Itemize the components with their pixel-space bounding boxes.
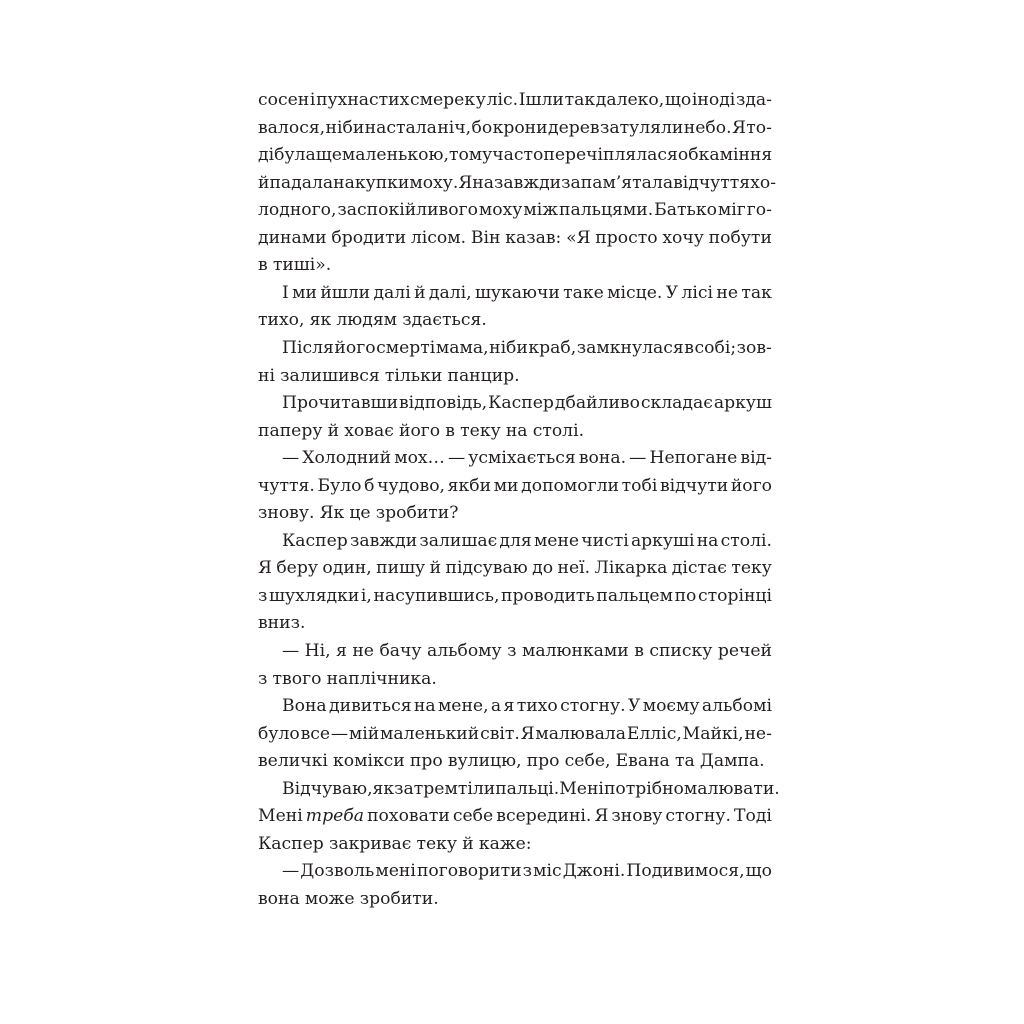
word: то- bbox=[746, 117, 772, 138]
word: Каспер bbox=[488, 393, 554, 414]
word: відчути bbox=[659, 475, 729, 496]
word: потрібно bbox=[603, 778, 684, 799]
word: смерті bbox=[376, 337, 436, 358]
word: панцир. bbox=[447, 365, 520, 386]
word: часто bbox=[492, 145, 544, 166]
word: затуляли bbox=[599, 117, 684, 138]
word: далі, bbox=[428, 282, 472, 303]
word: зда- bbox=[735, 90, 772, 110]
word: тільки bbox=[384, 365, 443, 386]
word: Мені bbox=[559, 778, 604, 799]
word: вона. bbox=[578, 448, 627, 469]
word: Ішли bbox=[518, 90, 564, 110]
word: Було bbox=[317, 475, 362, 496]
word: зробити. bbox=[359, 888, 439, 909]
word: ніч, bbox=[437, 117, 472, 138]
word: бо bbox=[471, 117, 493, 138]
word: так bbox=[564, 90, 596, 110]
word: ліс. bbox=[486, 90, 519, 110]
word: перечіплялася bbox=[543, 145, 678, 166]
word: Дозволь bbox=[300, 861, 375, 882]
word: з bbox=[522, 861, 533, 882]
word: що bbox=[745, 861, 772, 882]
word: хо- bbox=[750, 172, 777, 193]
text-line bbox=[258, 224, 772, 252]
word: це bbox=[349, 503, 371, 524]
word: і, bbox=[360, 585, 372, 606]
word: на bbox=[505, 420, 528, 441]
text-line bbox=[258, 334, 772, 362]
text-line bbox=[258, 499, 772, 527]
word: в bbox=[684, 337, 694, 358]
word: Майкі, bbox=[682, 723, 744, 744]
text-line bbox=[258, 637, 772, 665]
word: тобі bbox=[621, 475, 658, 496]
word: ді bbox=[258, 145, 275, 166]
word: теку bbox=[460, 420, 501, 441]
word: складає bbox=[640, 393, 713, 414]
word: хочу bbox=[662, 227, 704, 248]
word: каміння bbox=[698, 145, 773, 166]
word: його bbox=[730, 475, 772, 496]
word: тихо bbox=[516, 696, 558, 717]
word: залишає bbox=[419, 530, 498, 551]
word: — bbox=[282, 641, 300, 661]
word: пальці. bbox=[495, 778, 560, 799]
word: й bbox=[258, 172, 270, 193]
word: й bbox=[429, 558, 442, 579]
word: малюнками bbox=[521, 641, 629, 661]
word: Джоні. bbox=[562, 861, 626, 882]
word: настала bbox=[364, 117, 437, 138]
word: проводить bbox=[501, 585, 595, 606]
word: — bbox=[629, 448, 647, 469]
word: Я bbox=[594, 806, 609, 827]
word: Відчуваю, bbox=[282, 778, 373, 799]
text-line bbox=[258, 692, 772, 720]
word: між bbox=[523, 200, 559, 221]
word: пальцями. bbox=[559, 200, 654, 221]
word: твого bbox=[272, 668, 322, 689]
word: може bbox=[304, 888, 355, 909]
text-line bbox=[258, 86, 772, 114]
word: ніби bbox=[325, 117, 365, 138]
word: в bbox=[445, 420, 455, 441]
text-line bbox=[258, 830, 772, 858]
word: маленький bbox=[380, 723, 480, 744]
word: собі; bbox=[694, 337, 737, 358]
text-line bbox=[258, 747, 772, 775]
word: світ. bbox=[480, 723, 520, 744]
text-line bbox=[258, 444, 772, 472]
word: Каспер bbox=[258, 833, 324, 854]
word: не bbox=[716, 282, 738, 303]
word: чуття. bbox=[258, 475, 315, 496]
word: себе, bbox=[564, 751, 611, 772]
word: аркуш bbox=[713, 393, 772, 414]
word: людям bbox=[336, 310, 398, 331]
word: лісом. bbox=[410, 227, 467, 248]
word: далеко, bbox=[595, 90, 665, 110]
word: назавжди bbox=[472, 172, 562, 193]
word: зробити? bbox=[375, 503, 459, 524]
word: з bbox=[258, 585, 268, 606]
word: стогну. bbox=[560, 696, 626, 717]
word: відповідь, bbox=[399, 393, 488, 414]
word: зов- bbox=[736, 337, 772, 358]
text-line bbox=[258, 720, 772, 748]
word: динами bbox=[258, 227, 327, 248]
word: було bbox=[258, 723, 300, 744]
word: до bbox=[532, 558, 554, 579]
word: залишився bbox=[280, 365, 380, 386]
word: всередині. bbox=[496, 806, 592, 827]
word: знову bbox=[611, 806, 663, 827]
word: го- bbox=[746, 200, 772, 221]
word: Я bbox=[731, 117, 746, 138]
word: Я bbox=[520, 723, 535, 744]
text-line bbox=[258, 527, 772, 555]
word: не bbox=[352, 641, 374, 661]
text-line bbox=[258, 582, 772, 610]
word: У bbox=[627, 696, 641, 717]
word: малювала bbox=[535, 723, 626, 744]
word: дерев bbox=[547, 117, 600, 138]
word: Дампа. bbox=[699, 751, 765, 772]
word: підсуваю bbox=[445, 558, 528, 579]
word: сторінці bbox=[697, 585, 772, 606]
text-line bbox=[258, 775, 780, 803]
word: мене, bbox=[437, 696, 489, 717]
text-line bbox=[258, 857, 772, 885]
word: міг bbox=[717, 200, 746, 221]
word: й bbox=[414, 282, 426, 303]
word: один, bbox=[322, 558, 372, 579]
word: дбайливо bbox=[554, 393, 640, 414]
word: Ні, bbox=[304, 641, 331, 661]
word: на bbox=[413, 696, 436, 717]
word: падала bbox=[269, 172, 334, 193]
text-line bbox=[258, 885, 772, 913]
word: мій bbox=[348, 723, 380, 744]
word: Лікарка bbox=[594, 558, 668, 579]
text-line bbox=[258, 196, 772, 224]
word: бродити bbox=[331, 227, 407, 248]
word: якби bbox=[447, 475, 492, 496]
word: вниз. bbox=[258, 613, 306, 634]
word: «Я bbox=[566, 227, 591, 248]
word: — bbox=[282, 448, 300, 469]
word: Мені bbox=[258, 806, 303, 827]
text-line bbox=[258, 802, 772, 830]
text-line bbox=[258, 141, 772, 169]
word: поховати bbox=[367, 806, 450, 827]
word: аркуші bbox=[630, 530, 695, 551]
word: краб, bbox=[528, 337, 577, 358]
word: так bbox=[741, 282, 772, 303]
word: тиші». bbox=[272, 255, 332, 276]
word: моху. bbox=[409, 172, 459, 193]
word: валося, bbox=[258, 117, 326, 138]
word: як bbox=[309, 310, 332, 331]
text-line bbox=[258, 169, 777, 197]
word: завжди bbox=[350, 530, 418, 551]
word: небо. bbox=[683, 117, 732, 138]
word: моєму bbox=[642, 696, 700, 717]
text-line bbox=[258, 114, 772, 142]
word: Прочитавши bbox=[282, 393, 399, 414]
word: ще bbox=[315, 145, 342, 166]
word: — bbox=[330, 723, 349, 744]
word: як bbox=[372, 778, 395, 799]
word: мене bbox=[533, 530, 580, 551]
word: з bbox=[258, 668, 268, 689]
word: в bbox=[258, 255, 268, 276]
word: моху bbox=[478, 200, 523, 221]
word: лодного, bbox=[258, 200, 337, 221]
word: допомогли bbox=[521, 475, 619, 496]
word: малювати. bbox=[683, 778, 780, 799]
word: дивиться bbox=[329, 696, 412, 717]
word: я bbox=[503, 696, 515, 717]
text-line bbox=[258, 554, 772, 582]
word: таке bbox=[563, 282, 604, 303]
word: поговорити bbox=[416, 861, 522, 882]
word: крони bbox=[492, 117, 548, 138]
word: далі bbox=[373, 282, 411, 303]
word: мама, bbox=[435, 337, 489, 358]
word: стогну. bbox=[665, 806, 731, 827]
word: та bbox=[674, 751, 695, 772]
word: я bbox=[336, 641, 347, 661]
word: у bbox=[475, 90, 486, 110]
text-line bbox=[258, 389, 772, 417]
word: — bbox=[282, 861, 300, 882]
word: списку bbox=[649, 641, 713, 661]
word: Холодний bbox=[302, 448, 392, 469]
word: ні bbox=[258, 365, 275, 386]
word: ніби bbox=[489, 337, 528, 358]
word: маленькою, bbox=[341, 145, 449, 166]
word: була bbox=[274, 145, 316, 166]
word: і bbox=[309, 90, 316, 110]
word: заспокійливого bbox=[337, 200, 478, 221]
word: на bbox=[696, 530, 719, 551]
word: паперу bbox=[258, 420, 323, 441]
word: закриває bbox=[328, 833, 412, 854]
word: просто bbox=[595, 227, 658, 248]
word: каже: bbox=[478, 833, 532, 854]
word: здається. bbox=[402, 310, 487, 331]
word: тому bbox=[448, 145, 493, 166]
word: Батько bbox=[654, 200, 717, 221]
word: його bbox=[398, 420, 441, 441]
word: ми bbox=[292, 282, 317, 303]
word: міс bbox=[533, 861, 562, 882]
word: йшли bbox=[320, 282, 371, 303]
word: Як bbox=[319, 503, 345, 524]
word: не- bbox=[744, 723, 772, 744]
word: Він bbox=[470, 227, 501, 248]
word: тихо, bbox=[258, 310, 305, 331]
word: затремтіли bbox=[394, 778, 496, 799]
text-line bbox=[258, 362, 772, 390]
word: насупившись, bbox=[373, 585, 500, 606]
word: речей bbox=[717, 641, 772, 661]
word: в bbox=[634, 641, 644, 661]
word: Вона bbox=[282, 696, 327, 717]
word: неї. bbox=[557, 558, 591, 579]
word: пухнастих bbox=[316, 90, 410, 110]
word: Тоді bbox=[734, 806, 772, 827]
word: — bbox=[447, 448, 466, 469]
text-line bbox=[258, 279, 772, 307]
text-line bbox=[258, 609, 772, 637]
word: від- bbox=[740, 448, 772, 469]
word: наплічника. bbox=[326, 668, 437, 689]
word: Я bbox=[258, 558, 272, 579]
word: іноді bbox=[691, 90, 736, 110]
word: треба bbox=[305, 806, 365, 827]
word: його bbox=[334, 337, 376, 358]
word: пишу bbox=[376, 558, 426, 579]
word: а bbox=[490, 696, 502, 717]
word: смерек bbox=[410, 90, 476, 110]
word: бачу bbox=[379, 641, 422, 661]
word: Я bbox=[458, 172, 473, 193]
word: чудово, bbox=[377, 475, 446, 496]
word: все bbox=[300, 723, 331, 744]
text-line bbox=[258, 417, 772, 445]
word: шухлядки bbox=[268, 585, 360, 606]
word: мені bbox=[375, 861, 416, 882]
word: про bbox=[526, 751, 560, 772]
word: усміхається bbox=[468, 448, 576, 469]
word: вона bbox=[258, 888, 300, 909]
word: й bbox=[462, 833, 474, 854]
word: об bbox=[677, 145, 699, 166]
word: У bbox=[665, 282, 679, 303]
word: беру bbox=[276, 558, 318, 579]
word: б bbox=[364, 475, 375, 496]
word: знову. bbox=[258, 503, 315, 524]
word: столі. bbox=[720, 530, 772, 551]
word: альбомі bbox=[701, 696, 772, 717]
word: мох… bbox=[394, 448, 445, 469]
word: пальцем bbox=[596, 585, 673, 606]
word: лісі bbox=[681, 282, 714, 303]
word: запам’ятала bbox=[561, 172, 674, 193]
word: величкі bbox=[258, 751, 328, 772]
word: теку bbox=[731, 558, 772, 579]
text-line bbox=[258, 306, 772, 334]
word: дістає bbox=[671, 558, 727, 579]
word: для bbox=[499, 530, 532, 551]
text-line bbox=[258, 251, 772, 279]
word: Непогане bbox=[649, 448, 738, 469]
word: альбому bbox=[426, 641, 502, 661]
word: І bbox=[282, 282, 289, 303]
word: сосен bbox=[258, 90, 310, 110]
word: що bbox=[664, 90, 692, 110]
word: Каспер bbox=[282, 530, 348, 551]
word: столі. bbox=[532, 420, 585, 441]
word: по bbox=[674, 585, 697, 606]
word: купки bbox=[354, 172, 410, 193]
word: ховає bbox=[344, 420, 394, 441]
word: себе bbox=[452, 806, 494, 827]
word: вулицю, bbox=[447, 751, 522, 772]
word: на bbox=[333, 172, 355, 193]
word: відчуття bbox=[673, 172, 751, 193]
word: ми bbox=[493, 475, 519, 496]
word: чисті bbox=[581, 530, 629, 551]
word: теку bbox=[416, 833, 458, 854]
word: побути bbox=[708, 227, 772, 248]
word: й bbox=[327, 420, 340, 441]
word: замкнулася bbox=[576, 337, 684, 358]
word: шукаючи bbox=[474, 282, 560, 303]
word: Елліс, bbox=[626, 723, 682, 744]
word: місце. bbox=[607, 282, 663, 303]
word: Подивимося, bbox=[626, 861, 745, 882]
word: казав: bbox=[505, 227, 562, 248]
text-line bbox=[258, 665, 772, 693]
word: комікси bbox=[332, 751, 405, 772]
word: Після bbox=[282, 337, 334, 358]
word: з bbox=[507, 641, 517, 661]
word: Евана bbox=[615, 751, 670, 772]
word: про bbox=[409, 751, 443, 772]
text-line bbox=[258, 472, 772, 500]
